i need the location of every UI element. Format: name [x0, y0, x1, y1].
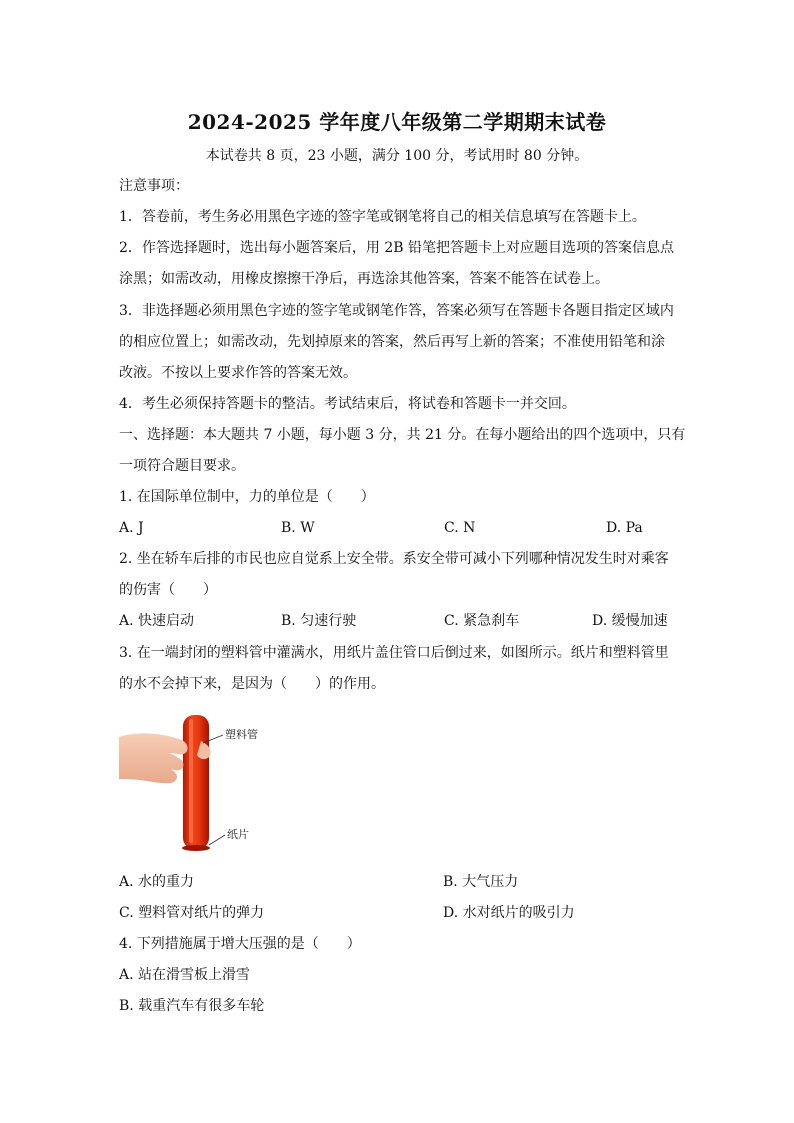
q2-option-b: B. 匀速行驶 — [281, 613, 357, 629]
notice-heading: 注意事项： — [119, 178, 189, 194]
notice-line: 1．答卷前，考生务必用黑色字迹的签字笔或钢笔将自己的相关信息填写在答题卡上。 — [119, 209, 646, 225]
q2-option-a: A. 快速启动 — [119, 613, 195, 629]
tube-figure-drawing — [119, 707, 279, 857]
q1-option-b: B. W — [281, 520, 315, 536]
exam-title: 2024-2025 学年度八年级第二学期期末试卷 — [187, 110, 607, 134]
label-paper: 纸片 — [227, 828, 249, 841]
tube-figure — [119, 707, 279, 857]
question-2-stem: 2. 坐在轿车后排的市民也应自觉系上安全带。系安全带可减小下列哪种情况发生时对乘客 — [119, 551, 669, 567]
notice-line: 3．非选择题必须用黑色字迹的签字笔或钢笔作答，答案必须写在答题卡各题目指定区域内 — [119, 303, 674, 319]
q3-option-a: A. 水的重力 — [119, 874, 195, 890]
section-heading: 一、选择题：本大题共 7 小题，每小题 3 分，共 21 分。在每小题给出的四个选项中，只有 — [119, 427, 686, 443]
q4-option-a: A. 站在滑雪板上滑雪 — [119, 967, 251, 983]
exam-subtitle: 本试卷共 8 页，23 小题，满分 100 分，考试用时 80 分钟。 — [205, 148, 589, 164]
question-3-stem: 3. 在一端封闭的塑料管中灌满水，用纸片盖住管口后倒过来，如图所示。纸片和塑料管里 — [119, 645, 669, 661]
q1-option-a: A. J — [119, 520, 144, 536]
notice-line: 涂黑；如需改动，用橡皮擦擦干净后，再选涂其他答案，答案不能答在试卷上。 — [119, 271, 609, 287]
q3-option-c: C. 塑料管对纸片的弹力 — [119, 905, 265, 921]
notice-line: 4．考生必须保持答题卡的整洁。考试结束后，将试卷和答题卡一并交回。 — [119, 396, 576, 412]
section-heading: 一项符合题目要求。 — [119, 458, 245, 474]
q1-option-c: C. N — [444, 520, 476, 536]
q1-option-d: D. Pa — [606, 520, 643, 536]
question-1-stem: 1. 在国际单位制中，力的单位是（ ） — [119, 489, 375, 505]
question-2-stem: 的伤害（ ） — [119, 582, 217, 598]
question-3-stem: 的水不会掉下来，是因为（ ）的作用。 — [119, 676, 385, 692]
q3-option-d: D. 水对纸片的吸引力 — [443, 905, 575, 921]
q2-option-c: C. 紧急刹车 — [444, 613, 520, 629]
q2-option-d: D. 缓慢加速 — [592, 613, 668, 629]
hand — [119, 733, 188, 783]
label-tube: 塑料管 — [225, 728, 258, 741]
plastic-tube — [183, 715, 209, 849]
notice-line: 2．作答选择题时，选出每小题答案后，用 2B 铅笔把答题卡上对应题目选项的答案信息点 — [119, 240, 675, 256]
question-4-stem: 4. 下列措施属于增大压强的是（ ） — [119, 936, 361, 952]
notice-line: 改液。不按以上要求作答的答案无效。 — [119, 365, 357, 381]
q3-option-b: B. 大气压力 — [443, 874, 519, 890]
q4-option-b: B. 载重汽车有很多车轮 — [119, 998, 265, 1014]
notice-line: 的相应位置上；如需改动，先划掉原来的答案，然后再写上新的答案；不准使用铅笔和涂 — [119, 334, 665, 350]
